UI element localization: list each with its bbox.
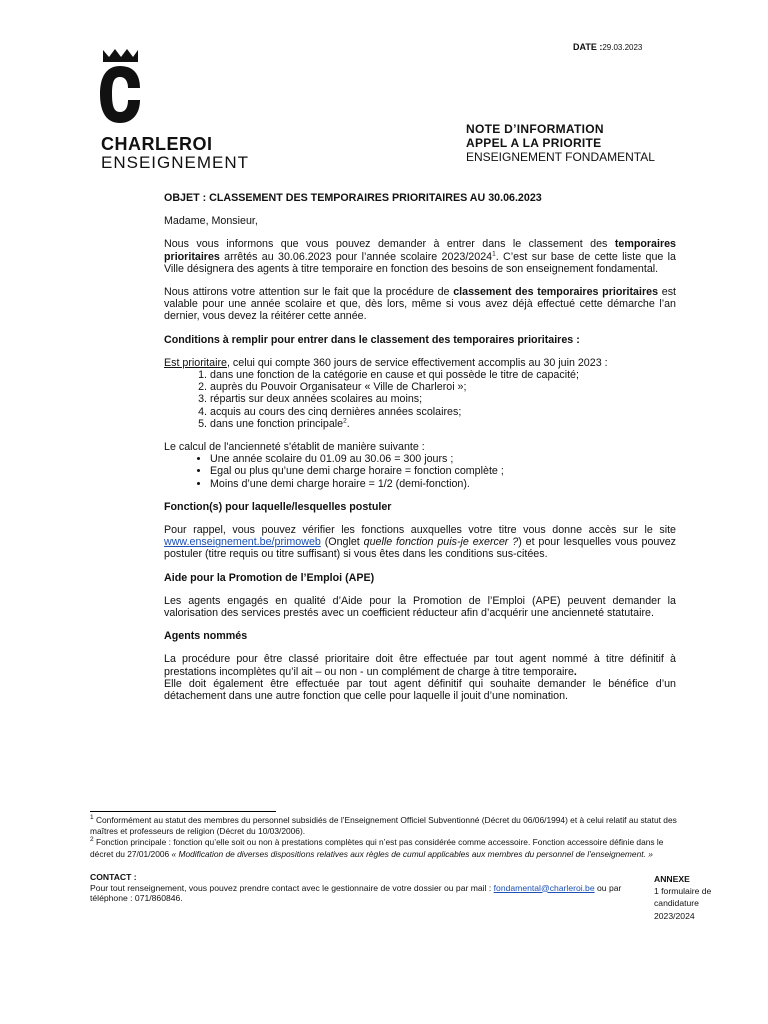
attention-paragraph: Nous attirons votre attention sur le fait que la procédure de classement des temporaires prioritaires est valable pour une année scolaire et que, dès lors, même si vous avez déjà effectué cette démarche l’an dernier, vous devez la réitérer cette année. bbox=[164, 286, 677, 323]
contact-email-link[interactable]: fondamental@charleroi.be bbox=[493, 882, 595, 893]
calcul-list bbox=[164, 453, 676, 490]
footnote-divider bbox=[90, 811, 276, 812]
list-item: 2. auprès du Pouvoir Organisateur « Ville de Charleroi »; bbox=[210, 381, 676, 393]
list-item: • Une année scolaire du 01.09 au 30.06 = 300 jours ; bbox=[210, 453, 676, 465]
annexe-title: ANNEXE bbox=[654, 874, 690, 884]
logo-subtitle: ENSEIGNEMENT bbox=[101, 153, 250, 172]
nommes-heading: Agents nommés bbox=[164, 630, 248, 643]
est-prioritaire: Est prioritaire, celui qui compte 360 jours de service effectivement accomplis au 30 juin 2023 : bbox=[164, 356, 608, 369]
list-item: 5. dans une fonction principale$^2$. bbox=[210, 418, 676, 430]
contact-title: CONTACT : bbox=[90, 872, 137, 882]
footnotes bbox=[90, 815, 680, 860]
objet: OBJET : CLASSEMENT DES TEMPORAIRES PRIORITAIRES AU 30.06.2023 bbox=[164, 192, 542, 204]
document-date: DATE :29.03.2023 bbox=[573, 42, 643, 52]
salutation: Madame, Monsieur, bbox=[164, 215, 258, 228]
list-item: 4. acquis au cours des cinq dernières années scolaires; bbox=[210, 406, 676, 418]
annexe-line-1: 1 formulaire de bbox=[654, 886, 712, 897]
fonctions-paragraph: Pour rappel, vous pouvez vérifier les fonctions auxquelles votre titre vous donne accès sur le site www.enseignement.be/primoweb (Onglet quelle fonction puis-je exercer ?) et pour lesquelles vous pouvez postuler (titre requis ou titre suffisant) si vous êtes dans les conditions sus-citées. bbox=[164, 524, 676, 561]
annexe-block bbox=[654, 873, 726, 922]
ape-heading: Aide pour la Promotion de l’Emploi (APE) bbox=[164, 571, 375, 584]
note-heading bbox=[466, 122, 655, 164]
annexe-line-3: 2023/2024 bbox=[654, 910, 695, 921]
nommes-paragraph-1: La procédure pour être classé prioritaire doit être effectuée par tout agent nommé à titre définitif à prestations incomplètes qu’il ait – ou non - un complément de charge à titre temporaire. bbox=[164, 653, 676, 678]
primoweb-link[interactable]: www.enseignement.be/primoweb bbox=[164, 536, 321, 549]
contact-block bbox=[90, 872, 642, 904]
intro-paragraph: Nous vous informons que vous pouvez demander à entrer dans le classement des temporaires prioritaires arrêtés au 30.06.2023 pour l’année scolaire 2023/2024$^1$. C’est sur base de cette liste que la Ville désignera des agents à titre temporaire en fonction des besoins de son enseignement fondamental. bbox=[164, 238, 677, 275]
conditions-heading: Conditions à remplir pour entrer dans le classement des temporaires prioritaires : bbox=[164, 333, 580, 346]
note-line-2: APPEL A LA PRIORITE bbox=[466, 136, 602, 150]
list-item: • Moins d’une demi charge horaire = 1/2 (demi-fonction). bbox=[210, 478, 676, 490]
calcul-intro: Le calcul de l'ancienneté s'établit de manière suivante : bbox=[164, 441, 425, 454]
charleroi-logo-icon bbox=[98, 48, 142, 130]
list-item: 1. dans une fonction de la catégorie en cause et qui possède le titre de capacité; bbox=[210, 369, 676, 381]
note-line-1: NOTE D’INFORMATION bbox=[466, 122, 604, 136]
footnote-1: $^1$ Conformément au statut des membres du personnel subsidiés de l’Enseignement Officiel Subventionné (Décret du 06/06/1994) et à celui relatif au statut des maîtres et professeurs de religion (Décret du 10/03/2006). bbox=[90, 814, 677, 837]
nommes-paragraph-2: Elle doit également être effectuée par tout agent définitif qui souhaite demander le bénéfice d’un détachement dans une autre fonction que celle pour laquelle il jouit d’une nomination. bbox=[164, 677, 676, 703]
list-item: 3. répartis sur deux années scolaires au moins; bbox=[210, 393, 676, 405]
list-item: • Egal ou plus qu’une demi charge horaire = fonction complète ; bbox=[210, 465, 676, 477]
ape-paragraph: Les agents engagés en qualité d’Aide pour la Promotion de l’Emploi (APE) peuvent demander la valorisation des services prestés avec un coefficient réducteur afin d’acquérir une ancienneté statutaire. bbox=[164, 594, 676, 620]
note-line-3: ENSEIGNEMENT FONDAMENTAL bbox=[466, 150, 655, 164]
fonctions-heading: Fonction(s) pour laquelle/lesquelles postuler bbox=[164, 500, 392, 513]
contact-text: Pour tout renseignement, vous pouvez prendre contact avec le gestionnaire de votre dossier ou par mail : fondamental@charleroi.be ou par téléphone : 071/860846. bbox=[90, 882, 622, 903]
footnote-2: $^2$ Fonction principale : fonction qu’elle soit ou non à prestations complètes qui n’est pas considérée comme accessoire. Fonction accessoire définie dans le décret du 27/01/2006 « Modification de diverses dispositions relatives aux règles de cumul applicables aux membres du personnel de l’enseignement. » bbox=[90, 836, 664, 859]
conditions-list bbox=[164, 369, 676, 430]
annexe-line-2: candidature bbox=[654, 898, 699, 909]
logo-title: CHARLEROI bbox=[101, 134, 213, 154]
letter-body bbox=[164, 192, 676, 702]
